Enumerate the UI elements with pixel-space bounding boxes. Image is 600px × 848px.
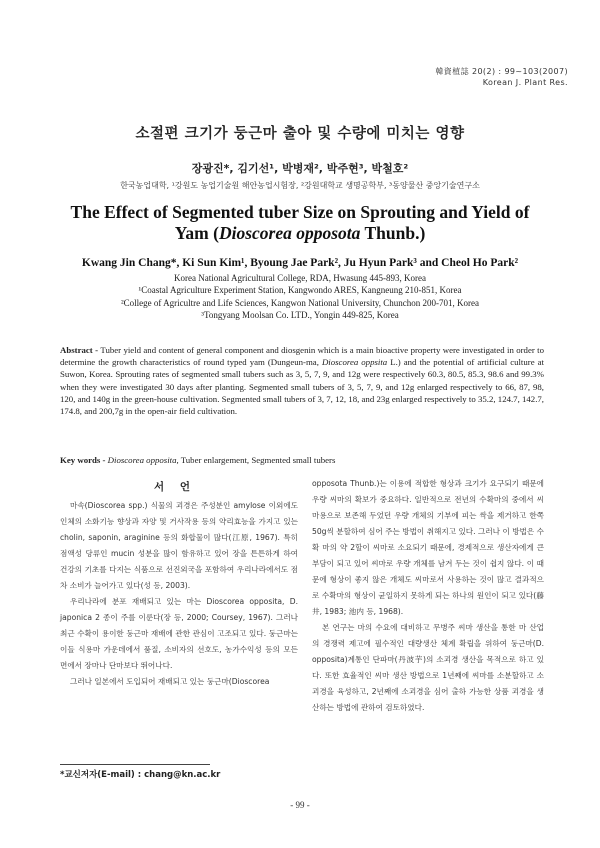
journal-header: [435, 66, 568, 88]
page-number: - 99 -: [290, 800, 310, 810]
english-title-line2: [0, 223, 600, 244]
keywords-species: Dioscorea opposita: [107, 455, 177, 465]
affiliation-line: ¹Coastal Agriculture Experiment Station, Kangwondo ARES, Kangneung 210-851, Korea: [138, 285, 462, 296]
title-post: Thunb.): [360, 223, 426, 243]
abstract-species: Dioscorea oppsita: [321, 357, 388, 368]
keywords-label: Key words -: [60, 455, 108, 465]
korean-authors: 장광진*, 김기선¹, 박병재², 박주현³, 박철호²: [191, 162, 409, 175]
english-affiliations: [0, 272, 600, 321]
keywords-text: , Tuber enlargement, Segmented small tubers: [176, 455, 336, 465]
english-title: [0, 202, 600, 244]
keywords: [60, 455, 544, 465]
abstract-label: Abstract -: [60, 345, 101, 355]
paragraph: 그러나 일본에서 도입되어 재배되고 있는 둥근마(Dioscorea: [70, 677, 270, 686]
paragraph: opposota Thunb.)는 이용에 적합한 형상과 크기가 요구되기 때문에 우량 씨마의 확보가 중요하다. 일반적으로 전년의 수확마의 중에서 씨마용으로 보존해 두었던 우량 개체의 기부에 피는 싹을 제거하고 한쪽 50g씩 분할하여 심어 주는 방법이 취해지고 있다. 그러나 이 방법은 수확 마의 약 2할이 씨마로 소요되기 때문에, 경제적으로 생산자에게 큰 부담이 되고 있어 씨마로 우량 개체를 남겨 두는 것이 쉽지 않다. 이 때문에 형상이 좋지 않은 개체도 씨마로서 사용하는 것이 많고 결과적으로 수확마의 형상이 균일하지 못하게 되는 하나의 원인이 되고 있다(藤井, 1983; 池内 등, 1968).: [312, 479, 544, 616]
right-column: [312, 476, 544, 716]
corresponding-author-footnote: *교신저자(E-mail) : chang@kn.ac.kr: [60, 770, 221, 780]
abstract: [60, 344, 544, 417]
title-pre: Yam (: [174, 223, 219, 243]
paragraph: 우리나라에 분포 재배되고 있는 마는 Dioscorea opposita, D. japonica 2 종이 주를 이룬다(장 등, 2000; Coursey, 1967). 그러나 최근 수확이 용이한 둥근마 재배에 관한 관심이 고조되고 있다. 둥근마는 이들 식용마 가운데에서 품질, 소비자의 선호도, 농가수익성 등의 모든 면에서 장마나 단마보다 뛰어나다.: [60, 597, 298, 670]
korean-affiliations: 한국농업대학, ¹강원도 농업기술원 해안농업시험장, ²강원대학교 생명공학부, ³동양물산 중앙기술연구소: [120, 181, 480, 190]
left-column: [60, 498, 298, 690]
english-title-line1: The Effect of Segmented tuber Size on Sprouting and Yield of: [70, 202, 530, 222]
footnote-divider: [60, 764, 210, 765]
english-authors: Kwang Jin Chang*, Ki Sun Kim¹, Byoung Jae Park², Ju Hyun Park³ and Cheol Ho Park²: [81, 257, 519, 269]
journal-name: Korean J. Plant Res.: [482, 78, 568, 87]
abstract-text-a: Tuber yield and content of general component and diosgenin which is a main bioactive property were investigated in order to determine the growth characteristics of round typed yam (Dungeun-ma,: [60, 345, 544, 368]
journal-citation: 韓資植誌 20(2) : 99~103(2007): [435, 67, 568, 76]
affiliation-line: ³Tongyang Moolsan Co. LTD., Yongin 449-825, Korea: [201, 309, 399, 320]
affiliation-line: ²College of Agricultre and Life Sciences, Kangwon National University, Chunchon 200-701, Korea: [120, 297, 480, 308]
paragraph: 본 연구는 마의 수요에 대비하고 무병주 씨마 생산을 통한 마 산업의 경쟁력 제고에 필수적인 대량생산 체계 확립을 위하여 둥근마(D. opposita)계통인 단파마(丹波芋)의 소괴경 생산을 목적으로 하고 있다. 또한 효율적인 씨마 생산 방법으로 1년째에 씨마를 소분할하고 소괴경을 육성하고, 2년째에 소괴경을 심어 출하 가능한 상품 괴경을 생산하는 방법에 관하여 검토하였다.: [312, 623, 544, 712]
abstract-text-b: L.) and the potential of artificial culture at Suwon, Korea. Sprouting rates of segmented small tubers such as 3, 5, 7, 9, and 12g were respectively 60.3, 80.5, 85.3, 98.6 and 99.3% when they were investigated 30 days after planting. Segmented small tubers of 3, 5, 7, 9, and 12g enlarged respectively to 66, 87, 98, 120, and 140g in the green-house cultivation. Segmented small tubers of 3, 7, 12, 18, and 23g enlarged respectively to 35.2, 124.7, 142.7, 174.8, and 200,7g in the open-air field cultivation.: [60, 357, 544, 417]
paragraph: 마속(Dioscorea spp.) 식물의 괴경은 주성분인 amylose 이외에도 인체의 소화기능 향상과 자양 및 거사작용 등의 약리효능을 가지고 있는 cholin, saponin, araginine 등의 화합물이 많다(江原, 1967). 특히 점액성 당류인 mucin 성분을 많이 함유하고 있어 장을 튼튼하게 하여 건강의 기초를 다지는 식품으로 선진외국을 포함하여 우리나라에서도 점차 소비가 늘어가고 있다(성 등, 2003).: [60, 501, 298, 590]
affiliation-line: Korea National Agricultural College, RDA, Hwasung 445-893, Korea: [174, 273, 426, 283]
title-species: Dioscorea opposota: [218, 223, 361, 243]
korean-title: 소절편 크기가 둥근마 출아 및 수량에 미치는 영향: [135, 126, 465, 142]
section-heading-introduction: 서 언: [154, 481, 196, 493]
